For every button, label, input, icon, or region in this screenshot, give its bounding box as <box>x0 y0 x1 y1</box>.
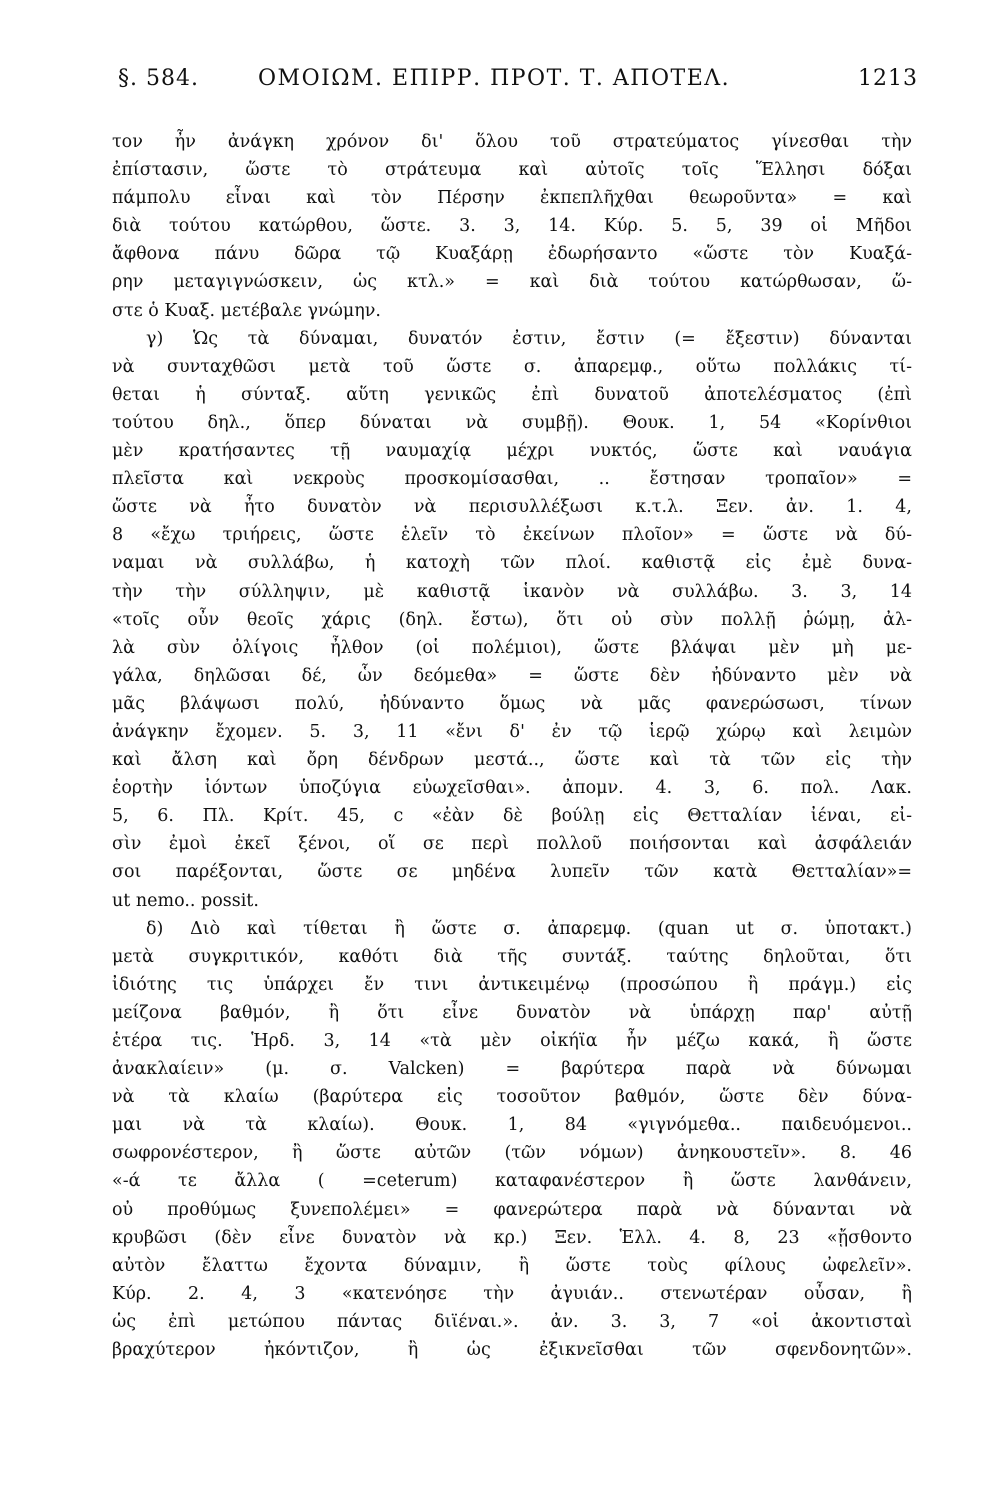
text-line: θεται ἡ σύνταξ. αὕτη γενικῶς ἐπὶ δυνατοῦ ἀποτελέσματος (ἐπὶ <box>112 384 912 405</box>
text-line: αὐτὸν ἔλαττω ἔχοντα δύναμιν, ἢ ὥστε τοὺς φίλους ὠφελεῖν». <box>112 1255 912 1276</box>
text-line: τὴν τὴν σύλληψιν, μὲ καθιστᾷ ἱκανὸν νὰ συλλάβω. 3. 3, 14 <box>112 581 912 602</box>
text-line: σοι παρέξονται, ὥστε σε μηδένα λυπεῖν τῶν κατὰ Θετταλίαν»= <box>112 862 912 883</box>
text-line: ut nemo.. possit. <box>112 890 259 911</box>
text-line: ἑτέρα τις. Ἡρδ. 3, 14 «τὰ μὲν οἰκήϊα ἦν μέζω κακά, ἢ ὥστε <box>112 1031 912 1051</box>
text-line: μετὰ συγκριτικόν, καθότι διὰ τῆς συντάξ. ταύτης δηλοῦται, ὅτι <box>112 946 912 967</box>
text-line: βραχύτερον ἠκόντιζον, ἢ ὡς ἐξικνεῖσθαι τῶν σφενδονητῶν». <box>112 1340 912 1361</box>
text-line: μείζονα βαθμόν, ἢ ὅτι εἶνε δυνατὸν νὰ ὑπάρχῃ παρ' αὐτῇ <box>112 1002 912 1023</box>
text-line: κρυβῶσι (δὲν εἶνε δυνατὸν νὰ κρ.) Ξεν. Ἑλλ. 4. 8, 23 «ᾔσθοντο <box>112 1227 912 1248</box>
text-line: ἀνάγκην ἔχομεν. 5. 3, 11 «ἔνι δ' ἐν τῷ ἱερῷ χώρῳ καὶ λειμὼν <box>112 721 912 742</box>
text-line: 5, 6. Πλ. Κρίτ. 45, c «ἐὰν δὲ βούλῃ εἰς Θετταλίαν ἰέναι, εἰ- <box>112 806 912 827</box>
text-line: μᾶς βλάψωσι πολύ, ἠδύναντο ὅμως νὰ μᾶς φανερώσωσι, τίνων <box>112 693 912 714</box>
text-line: ναμαι νὰ συλλάβω, ἡ κατοχὴ τῶν πλοί. καθιστᾷ εἰς ἐμὲ δυνα- <box>112 553 912 574</box>
text-line: τούτου δηλ., ὅπερ δύναται νὰ συμβῇ). Θουκ. 1, 54 «Κορίνθιοι <box>112 412 912 433</box>
text-line: νὰ τὰ κλαίω (βαρύτερα εἰς τοσοῦτον βαθμόν, ὥστε δὲν δύνα- <box>112 1087 912 1108</box>
running-head <box>118 66 918 102</box>
text-line: «τοῖς οὖν θεοῖς χάρις (δηλ. ἔστω), ὅτι οὐ σὺν πολλῇ ῥώμῃ, ἀλ- <box>112 609 912 630</box>
text-line: ὥστε νὰ ἦτο δυνατὸν νὰ περισυλλέξωσι κ.τ.λ. Ξεν. ἀν. 1. 4, <box>112 497 912 518</box>
text-line: πάμπολυ εἶναι καὶ τὸν Πέρσην ἐκπεπλῆχθαι θεωροῦντα» = καὶ <box>112 188 912 209</box>
text-line: μαι νὰ τὰ κλαίω). Θουκ. 1, 84 «γιγνόμεθα.. παιδευόμενοι.. <box>112 1115 912 1136</box>
text-line: ἰδιότης τις ὑπάρχει ἔν τινι ἀντικειμένῳ (προσώπου ἢ πράγμ.) εἰς <box>112 974 912 995</box>
paragraph-delta-start: δ) Διὸ καὶ τίθεται ἢ ὥστε σ. ἀπαρεμφ. (quan ut σ. ὑποτακτ.) <box>146 918 912 939</box>
text-line: σὶν ἐμοὶ ἐκεῖ ξένοι, οἵ σε περὶ πολλοῦ ποιήσονται καὶ ἀσφάλειάν <box>112 834 912 855</box>
text-line: ρην μεταγιγνώσκειν, ὡς κτλ.» = καὶ διὰ τούτου κατώρθωσαν, ὥ- <box>112 272 912 293</box>
text-line: οὐ προθύμως ξυνεπολέμει» = φανερώτερα παρὰ νὰ δύνανται νὰ <box>112 1199 912 1220</box>
text-line: ἀνακλαίειν» (μ. σ. Valcken) = βαρύτερα παρὰ νὰ δύνωμαι <box>112 1059 912 1080</box>
text-line: «-ά τε ἄλλα ( =ceterum) καταφανέστερον ἢ ὥστε λανθάνειν, <box>112 1171 912 1192</box>
text-line: πλεῖστα καὶ νεκροὺς προσκομίσασθαι, .. ἔστησαν τροπαῖον» = <box>112 469 912 490</box>
text-line: ἑορτὴν ἰόντων ὑποζύγια εὐωχεῖσθαι». ἀπομν. 4. 3, 6. πολ. Λακ. <box>112 778 912 799</box>
text-line: ἄφθονα πάνυ δῶρα τῷ Κυαξάρῃ ἐδωρήσαντο «ὥστε τὸν Κυαξά- <box>112 244 912 265</box>
text-body <box>112 128 912 1364</box>
text-line: ὡς ἐπὶ μετώπου πάντας διϊέναι.». ἀν. 3. 3, 7 «οἱ ἀκοντισταὶ <box>112 1311 912 1332</box>
text-line: γάλα, δηλῶσαι δέ, ὧν δεόμεθα» = ὥστε δὲν ἠδύναντο μὲν νὰ <box>112 665 912 686</box>
text-line: σωφρονέστερον, ἢ ὥστε αὐτῶν (τῶν νόμων) ἀνηκουστεῖν». 8. 46 <box>112 1143 912 1164</box>
text-line: διὰ τούτου κατώρθου, ὥστε. 3. 3, 14. Κύρ. 5. 5, 39 οἱ Μῆδοι <box>112 216 912 237</box>
running-title: ΟΜΟΙΩΜ. ΕΠΙΡΡ. ΠΡΟΤ. Τ. ΑΠΟΤΕΛ. <box>258 66 731 91</box>
text-line: στε ὁ Κυαξ. μετέβαλε γνώμην. <box>112 300 381 321</box>
text-line: Κύρ. 2. 4, 3 «κατενόησε τὴν ἀγυιάν.. στενωτέραν οὖσαν, ἢ <box>112 1283 912 1304</box>
text-line: λὰ σὺν ὀλίγοις ἦλθον (οἱ πολέμιοι), ὥστε βλάψαι μὲν μὴ με- <box>112 637 912 658</box>
paragraph-gamma-start: γ) Ὡς τὰ δύναμαι, δυνατόν ἐστιν, ἔστιν (= ἔξεστιν) δύνανται <box>146 328 912 349</box>
text-line: καὶ ἄλση καὶ ὄρη δένδρων μεστά.., ὥστε καὶ τὰ τῶν εἰς τὴν <box>112 750 912 771</box>
section-number: §. 584. <box>118 66 199 91</box>
page-number: 1213 <box>858 66 918 91</box>
text-line: μὲν κρατήσαντες τῇ ναυμαχίᾳ μέχρι νυκτός, ὥστε καὶ ναυάγια <box>112 441 912 462</box>
text-line: ἐπίστασιν, ὥστε τὸ στράτευμα καὶ αὐτοῖς τοῖς Ἕλλησι δόξαι <box>112 160 912 181</box>
text-line: τον ἦν ἀνάγκη χρόνον δι' ὅλου τοῦ στρατεύματος γίνεσθαι τὴν <box>112 132 912 152</box>
text-line: 8 «ἔχω τριήρεις, ὥστε ἑλεῖν τὸ ἐκείνων πλοῖον» = ὥστε νὰ δύ- <box>112 525 912 546</box>
text-line: νὰ συνταχθῶσι μετὰ τοῦ ὥστε σ. ἀπαρεμφ., οὕτω πολλάκις τί- <box>112 356 912 377</box>
